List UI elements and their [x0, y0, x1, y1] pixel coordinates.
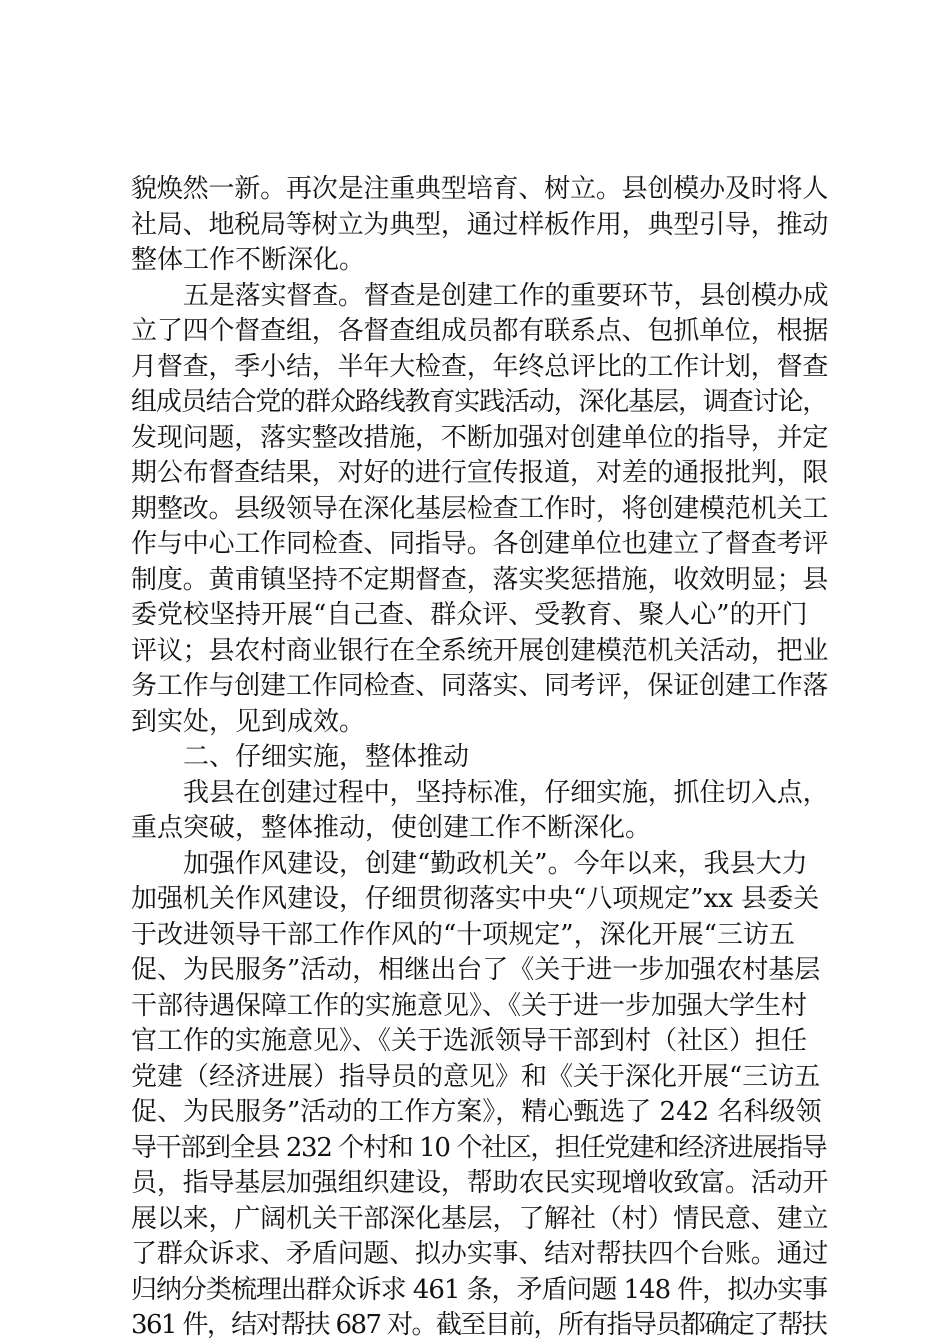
document-line: 促、为民服务”活动的工作方案》，精心甄选了 242 名科级领 [131, 1097, 822, 1127]
document-line: 于改进领导干部工作作风的“十项规定”，深化开展“三访五 [131, 919, 795, 950]
document-line: 务工作与创建工作同检查、同落实、同考评，保证创建工作落 [131, 671, 829, 701]
document-line: 发现问题，落实整改措施，不断加强对创建单位的指导，并定 [131, 422, 829, 453]
document-line: 组成员结合党的群众路线教育实践活动，深化基层，调查讨论， [131, 387, 828, 417]
document-line: 期公布督查结果，对好的进行宣传报道，对差的通报批判，限 [131, 458, 829, 488]
document-line: 作与中心工作同检查、同指导。各创建单位也建立了督查考评 [131, 529, 829, 559]
document-line: 干部待遇保障工作的实施意见》、《关于进一步加强大学生村 [131, 990, 808, 1021]
document-line: 貌焕然一新。再次是注重典型培育、树立。县创模办及时将人 [131, 174, 829, 204]
document-line: 月督查，季小结，半年大检查，年终总评比的工作计划，督查 [131, 351, 829, 382]
document-line: 制度。黄甫镇坚持不定期督查，落实奖惩措施，收效明显；县 [131, 564, 829, 595]
document-line: 评议；县农村商业银行在全系统开展创建模范机关活动，把业 [131, 635, 829, 666]
document-line: 361 件，结对帮扶 687 对。截至目前，所有指导员都确定了帮扶 [131, 1310, 827, 1340]
document-line: 委党校坚持开展“自己查、群众评、受教育、聚人心”的开门 [131, 600, 808, 630]
document-line: 导干部到全县 232 个村和 10 个社区，担任党建和经济进展指导 [131, 1132, 827, 1163]
document-line: 五是落实督查。督查是创建工作的重要环节，县创模办成 [183, 280, 829, 311]
document-line: 归纳分类梳理出群众诉求 461 条，矛盾问题 148 件，拟办实事 [131, 1274, 828, 1305]
document-line: 官工作的实施意见》、《关于选派领导干部到村（社区）担任 [131, 1026, 808, 1056]
document-line: 加强机关作风建设，仔细贯彻落实中央“八项规定”xx 县委关 [131, 884, 820, 914]
document-line: 党建（经济进展）指导员的意见》和《关于深化开展“三访五 [131, 1061, 821, 1092]
document-line: 加强作风建设，创建“勤政机关”。今年以来，我县大力 [183, 848, 808, 879]
document-line: 到实处，见到成效。 [131, 706, 366, 737]
document-line: 了群众诉求、矛盾问题、拟办实事、结对帮扶四个台账。通过 [131, 1239, 829, 1269]
document-line: 社局、地税局等树立为典型，通过样板作用，典型引导，推动 [131, 209, 829, 240]
document-line: 展以来，广阔机关干部深化基层，了解社（村）情民意、建立 [131, 1203, 829, 1234]
document-line: 我县在创建过程中，坚持标准，仔细实施，抓住切入点， [183, 777, 829, 808]
document-line: 期整改。县级领导在深化基层检查工作时，将创建模范机关工 [131, 493, 829, 524]
document-body [131, 172, 831, 1344]
document-line: 员，指导基层加强组织建设，帮助农民实现增收致富。活动开 [131, 1168, 829, 1198]
document-line: 整体工作不断深化。 [131, 245, 366, 275]
document-line: 立了四个督查组，各督查组成员都有联系点、包抓单位，根据 [131, 316, 829, 346]
document-line: 促、为民服务”活动，相继出台了《关于进一步加强农村基层 [131, 955, 821, 985]
document-line: 二、仔细实施，整体推动 [183, 742, 470, 772]
document-line: 重点突破，整体推动，使创建工作不断深化。 [131, 813, 652, 843]
